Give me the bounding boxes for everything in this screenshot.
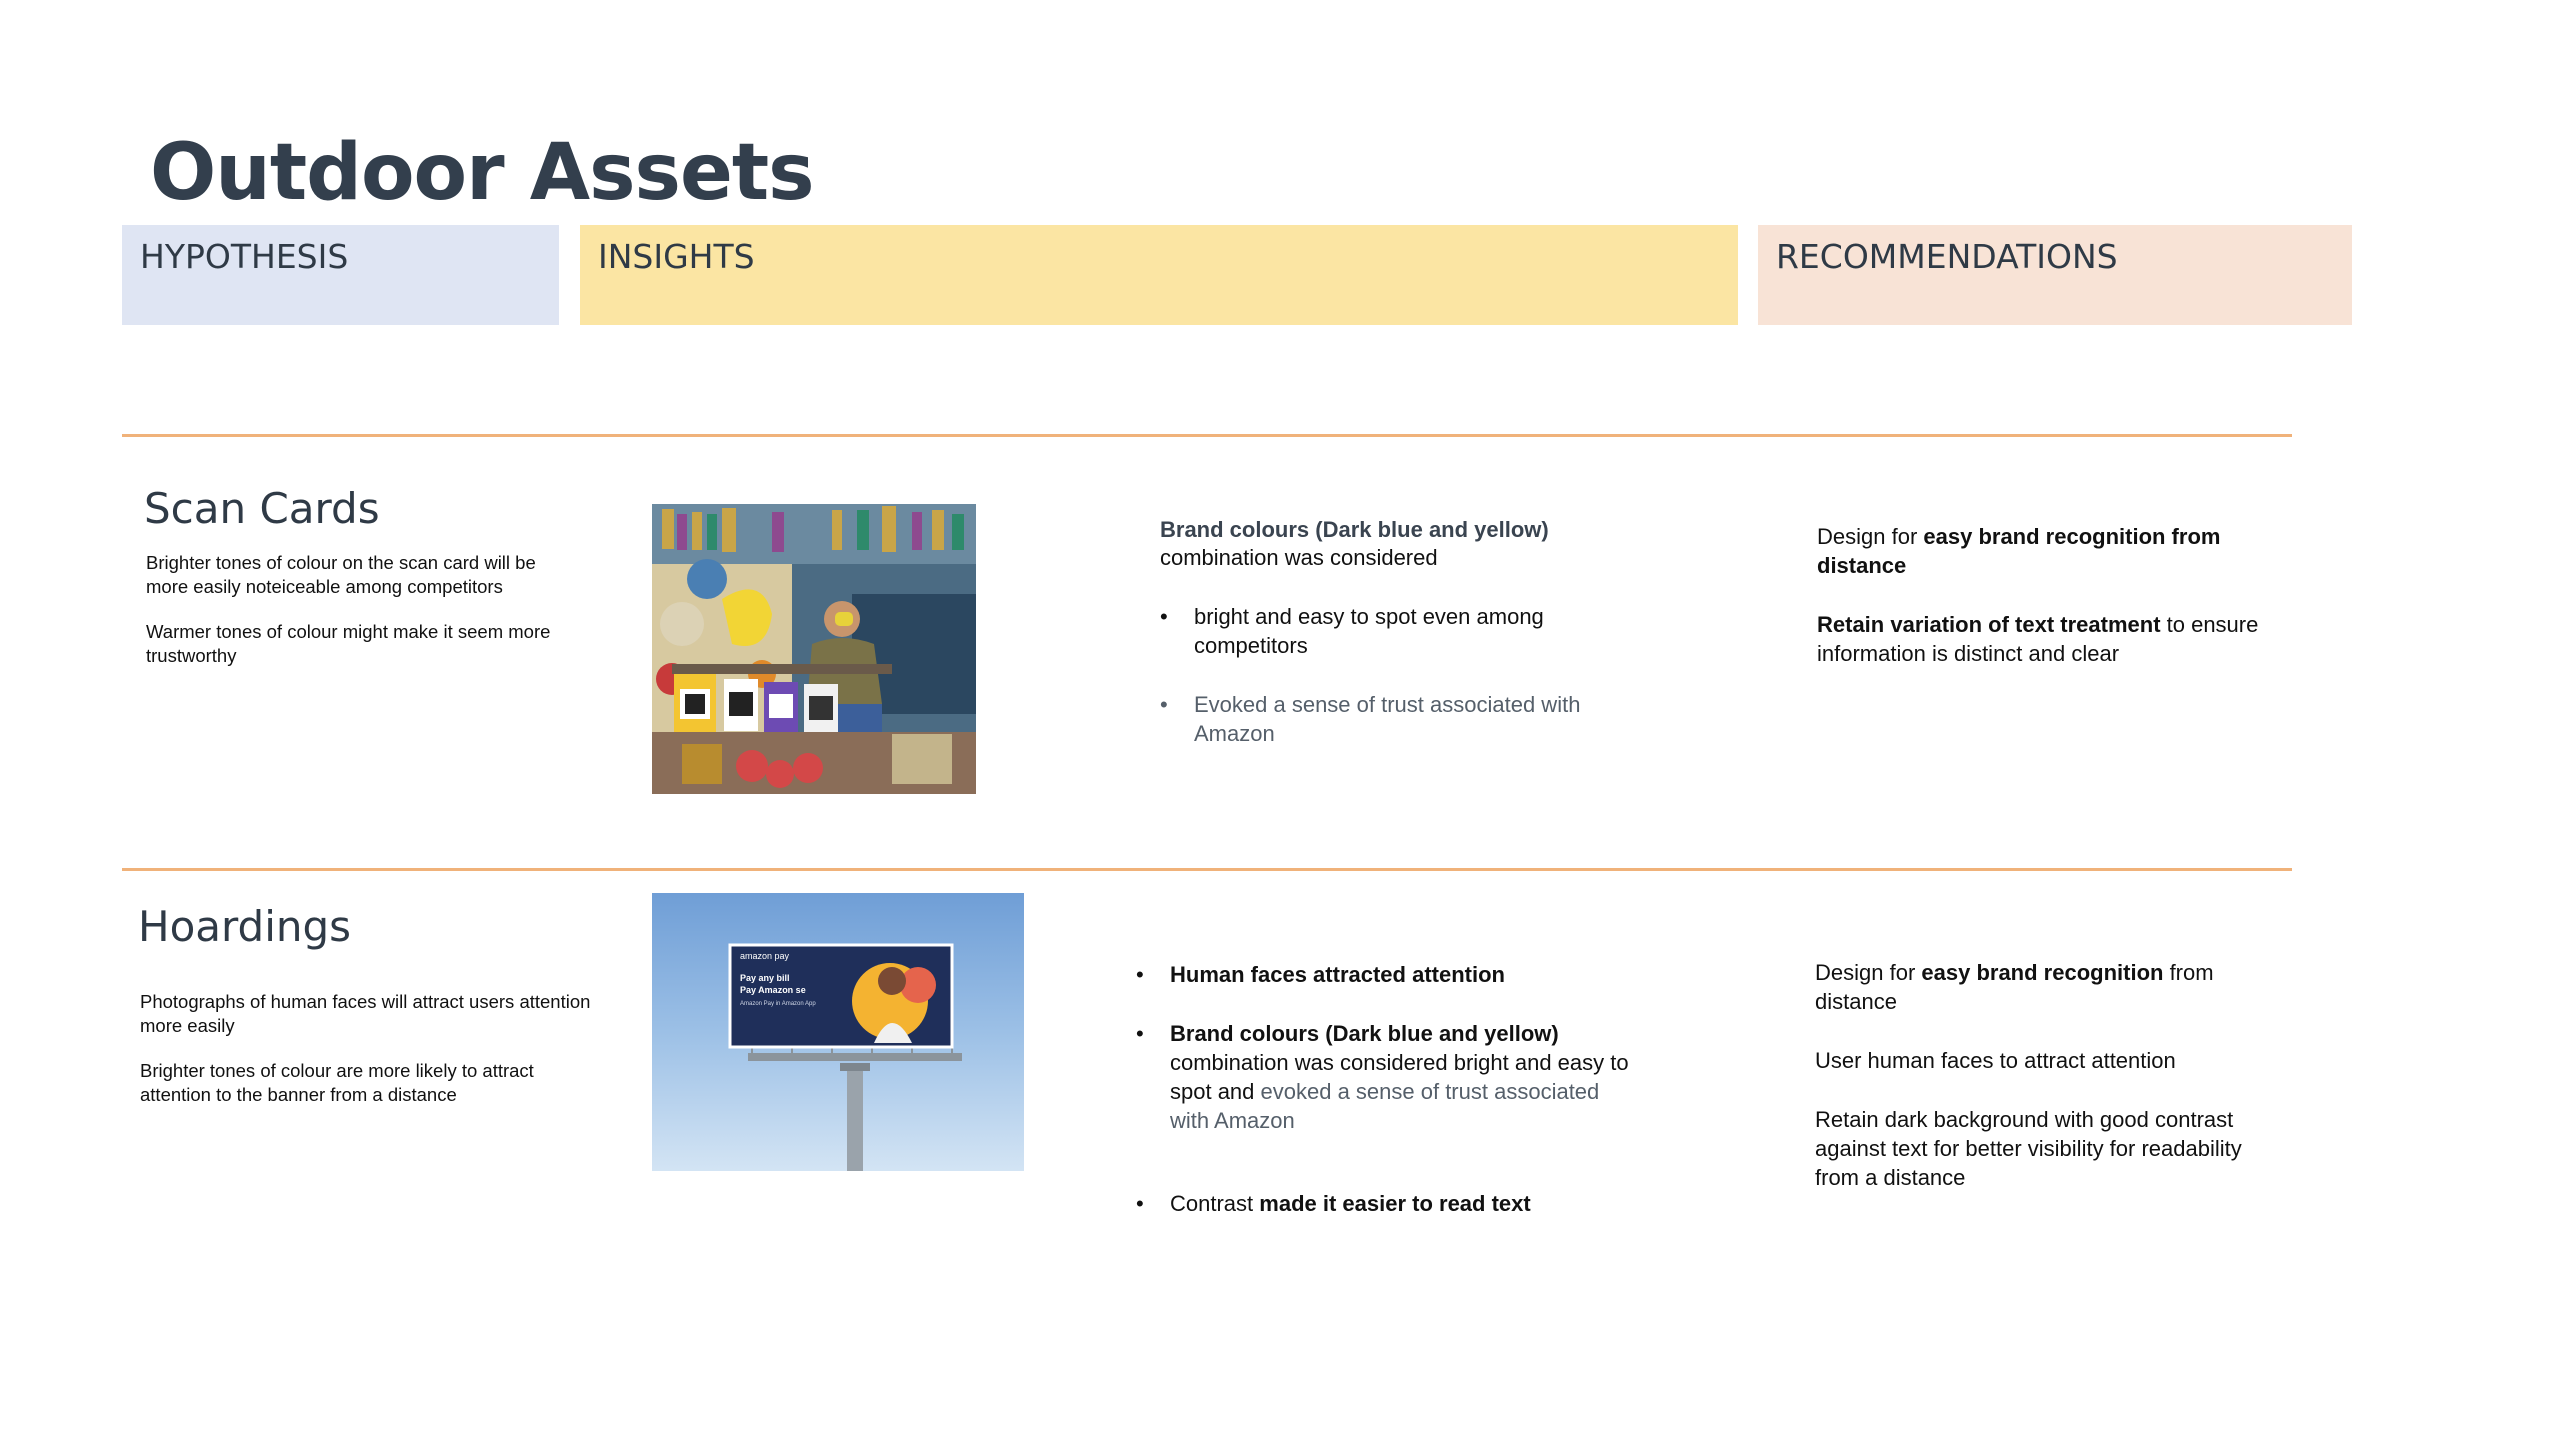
- hoardings-hypothesis-1: Photographs of human faces will attract users attention more easily: [140, 991, 591, 1036]
- section-divider-middle: [122, 868, 2292, 871]
- amazon-pay-billboard-photo: [652, 893, 1024, 1171]
- recommendations-header: [1758, 225, 2352, 325]
- hoardings-insight-bullet-2: • Brand colours (Dark blue and yellow) combination was considered bright and easy to spot and evoked a sense of trust associated with Amazon: [1136, 1019, 1636, 1135]
- scan-cards-recommendation-2: Retain variation of text treatment to ensure information is distinct and clear: [1817, 612, 2259, 666]
- hoardings-recommendation-3: Retain dark background with good contrast against text for better visibility for readability from a distance: [1815, 1107, 2242, 1190]
- section-divider-top: [122, 434, 2292, 437]
- scan-cards-recommendation-1: Design for easy brand recognition from distance: [1817, 524, 2221, 578]
- hoardings-insight-bullets: [1136, 960, 1636, 1218]
- page-title: Outdoor Assets: [150, 128, 814, 218]
- hoardings-recommendation-2: User human faces to attract attention: [1815, 1048, 2176, 1073]
- insights-header: [580, 225, 1738, 325]
- billboard-icon: [652, 893, 1024, 1171]
- scan-cards-insights: [1160, 516, 1630, 748]
- hoardings-hypothesis: [140, 990, 600, 1128]
- hoardings-insight-bullet-1: • Human faces attracted attention: [1136, 960, 1636, 989]
- hypothesis-header-label: HYPOTHESIS: [140, 237, 349, 276]
- shop-photo-icon: [652, 504, 976, 794]
- billboard-line-3: Amazon Pay in Amazon App: [740, 1001, 816, 1007]
- scan-cards-recommendations: [1817, 522, 2277, 698]
- scan-cards-insight-bullets: [1160, 602, 1630, 748]
- billboard-line-1: Pay any bill: [740, 973, 790, 983]
- hypothesis-header: [122, 225, 559, 325]
- scan-cards-hypothesis: [146, 551, 566, 689]
- hoardings-insights: [1136, 930, 1636, 1218]
- hoardings-hypothesis-2: Brighter tones of colour are more likely to attract attention to the banner from a distance: [140, 1060, 534, 1105]
- hoardings-insight-bullet-3: • Contrast made it easier to read text: [1136, 1189, 1636, 1218]
- billboard-brand: amazon pay: [740, 951, 790, 961]
- scan-cards-insight-bullet-2: • Evoked a sense of trust associated with Amazon: [1160, 690, 1630, 748]
- shopkeeper-with-qr-cards-photo: [652, 504, 976, 794]
- scan-cards-hypothesis-2: Warmer tones of colour might make it seem more trustworthy: [146, 621, 551, 666]
- scan-cards-insight-lead-bold: Brand colours (Dark blue and yellow): [1160, 517, 1549, 542]
- billboard-line-2: Pay Amazon se: [740, 985, 806, 995]
- hoardings-recommendation-1: Design for easy brand recognition from distance: [1815, 960, 2214, 1014]
- scan-cards-hypothesis-1: Brighter tones of colour on the scan card will be more easily noteiceable among competitors: [146, 552, 536, 597]
- hoardings-recommendations: [1815, 958, 2285, 1222]
- scan-cards-title: Scan Cards: [144, 484, 380, 533]
- scan-cards-insight-bullet-1: • bright and easy to spot even among competitors: [1160, 602, 1630, 660]
- scan-cards-insight-lead-rest: combination was considered: [1160, 545, 1438, 570]
- recommendations-header-label: RECOMMENDATIONS: [1776, 237, 2118, 276]
- insights-header-label: INSIGHTS: [598, 237, 755, 276]
- hoardings-title: Hoardings: [138, 902, 352, 951]
